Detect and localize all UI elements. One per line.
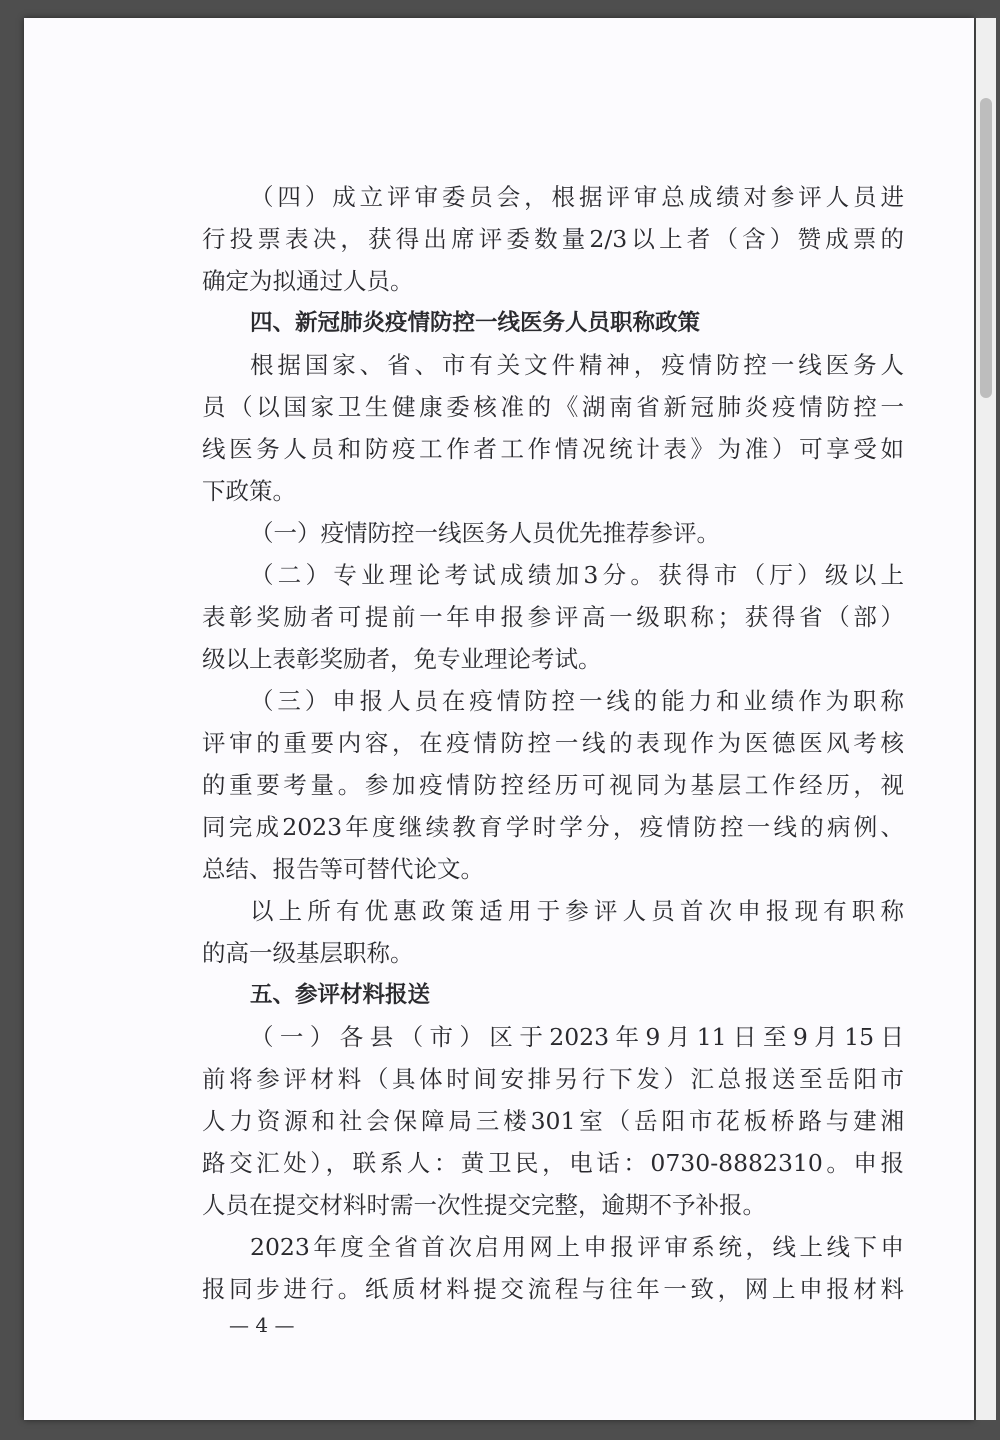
text-line: 的高一级基层职称。 xyxy=(202,939,414,967)
text-line: 员（以国家卫生健康委核准的《湖南省新冠肺炎疫情防控一 xyxy=(202,393,904,421)
text-line: 路交汇处），联系人：黄卫民，电话：0730-8882310。申报 xyxy=(202,1149,904,1177)
document-page xyxy=(24,18,974,1420)
text-line: 2023年度全省首次启用网上申报评审系统，线上线下申 xyxy=(250,1233,904,1261)
text-line: （一）各县（市）区于2023年9月11日至9月15日 xyxy=(250,1023,904,1051)
text-line: 以上所有优惠政策适用于参评人员首次申报现有职称 xyxy=(250,897,904,925)
text-line: 级以上表彰奖励者，免专业理论考试。 xyxy=(202,645,602,673)
text-line: 人员在提交材料时需一次性提交完整，逾期不予补报。 xyxy=(202,1191,766,1219)
text-line: 总结、报告等可替代论文。 xyxy=(202,855,484,883)
text-line: 前将参评材料（具体时间安排另行下发）汇总报送至岳阳市 xyxy=(202,1065,904,1093)
vertical-scrollbar[interactable] xyxy=(976,18,996,1420)
text-line: 的重要考量。参加疫情防控经历可视同为基层工作经历，视 xyxy=(202,771,904,799)
text-line: 行投票表决，获得出席评委数量2/3以上者（含）赞成票的 xyxy=(202,225,904,253)
section-heading: 四、新冠肺炎疫情防控一线医务人员职称政策 xyxy=(250,310,701,336)
page-number: — 4 — xyxy=(229,1313,295,1337)
text-line: 下政策。 xyxy=(202,477,296,505)
text-line: （二）专业理论考试成绩加3分。获得市（厅）级以上 xyxy=(250,561,904,589)
text-line: 报同步进行。纸质材料提交流程与往年一致，网上申报材料 xyxy=(202,1275,904,1303)
text-line: 同完成2023年度继续教育学时学分，疫情防控一线的病例、 xyxy=(202,813,904,841)
text-line: 评审的重要内容，在疫情防控一线的表现作为医德医风考核 xyxy=(202,729,904,757)
section-heading: 五、参评材料报送 xyxy=(250,982,431,1008)
text-line: （一）疫情防控一线医务人员优先推荐参评。 xyxy=(250,519,720,547)
text-line: （三）申报人员在疫情防控一线的能力和业绩作为职称 xyxy=(250,687,904,715)
text-line: （四）成立评审委员会，根据评审总成绩对参评人员进 xyxy=(250,183,904,211)
text-line: 表彰奖励者可提前一年申报参评高一级职称；获得省（部） xyxy=(202,603,904,631)
scrollbar-thumb[interactable] xyxy=(980,98,992,398)
text-line: 线医务人员和防疫工作者工作情况统计表》为准）可享受如 xyxy=(202,435,904,463)
text-line: 人力资源和社会保障局三楼301室（岳阳市花板桥路与建湘 xyxy=(202,1107,904,1135)
text-line: 根据国家、省、市有关文件精神，疫情防控一线医务人 xyxy=(250,351,904,379)
page-content xyxy=(202,176,904,1310)
text-line: 确定为拟通过人员。 xyxy=(202,267,414,295)
